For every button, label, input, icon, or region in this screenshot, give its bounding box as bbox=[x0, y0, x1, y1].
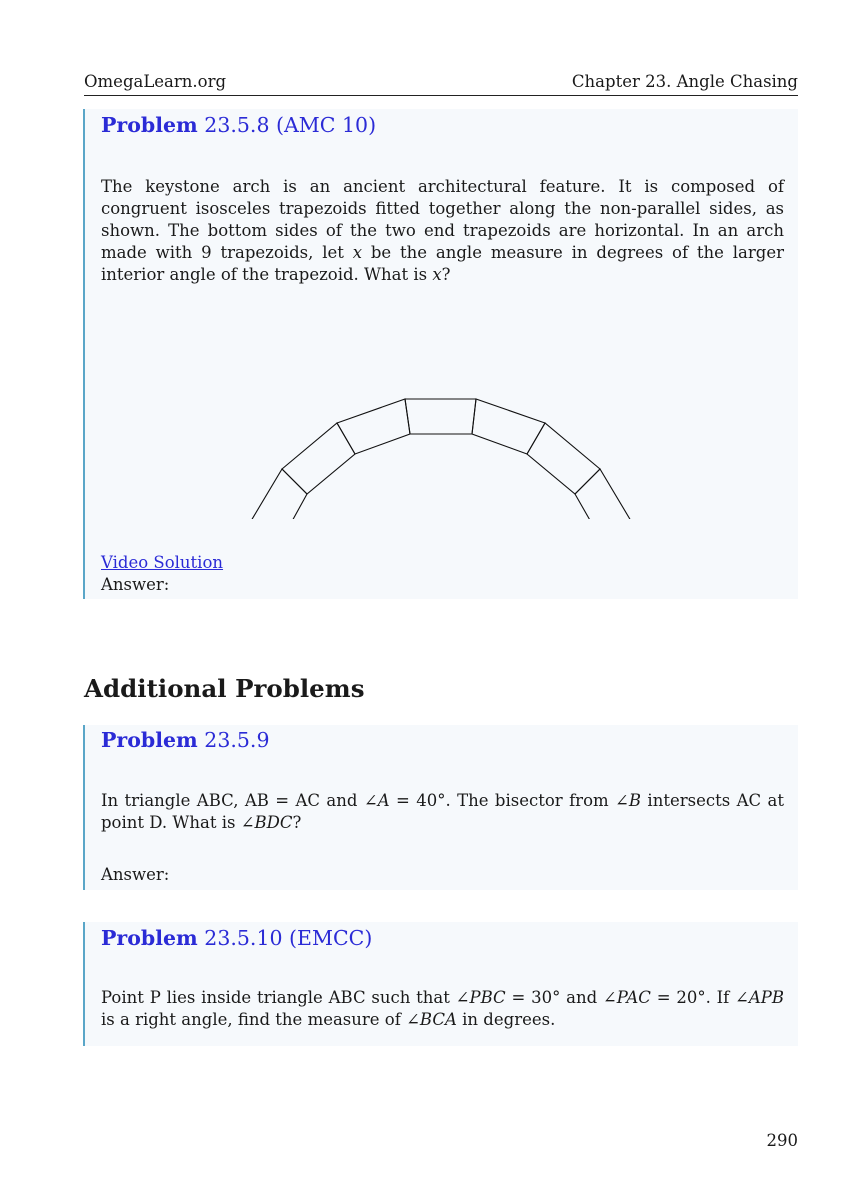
problem-box-23-5-8 bbox=[83, 109, 798, 599]
trapezoid-8 bbox=[575, 469, 637, 519]
page-number: 290 bbox=[766, 1131, 798, 1150]
problem-number: 23.5.8 (AMC 10) bbox=[204, 113, 377, 137]
trapezoid-7 bbox=[527, 423, 600, 494]
problem-number: 23.5.10 (EMCC) bbox=[204, 926, 373, 950]
problem-statement: Point P lies inside triangle ABC such that ∠PBC = 30° and ∠PAC = 20°. If ∠APB is a right angle, find the measure of ∠BCA in degrees. bbox=[101, 988, 785, 1029]
problem-box-23-5-10 bbox=[83, 922, 798, 1046]
problem-statement: In triangle ABC, AB = AC and ∠A = 40°. The bisector from ∠B intersects AC at point D. What is ∠BDC? bbox=[101, 791, 784, 832]
answer-label: Answer: bbox=[101, 575, 170, 594]
site-name: OmegaLearn.org bbox=[84, 72, 227, 91]
video-solution-link[interactable]: Video Solution bbox=[101, 553, 224, 572]
section-title: Additional Problems bbox=[84, 674, 365, 703]
page-header bbox=[84, 70, 798, 96]
problem-keyword: Problem bbox=[101, 728, 198, 752]
problem-keyword: Problem bbox=[101, 926, 198, 950]
problem-keyword: Problem bbox=[101, 113, 198, 137]
trapezoid-6 bbox=[472, 399, 545, 454]
trapezoid-5 bbox=[405, 399, 476, 434]
keystone-arch-diagram bbox=[85, 279, 800, 519]
trapezoid-3 bbox=[282, 423, 355, 494]
problem-number: 23.5.9 bbox=[204, 728, 270, 752]
trapezoid-2 bbox=[245, 469, 307, 519]
video-solution-link-row bbox=[101, 552, 784, 574]
problem-statement: The keystone arch is an ancient architectural feature. It is composed of congruent isosceles trapezoids fitted together along the non-parallel sides, as shown. The bottom sides of the two end trapezoids are horizontal. In an arch made with 9 trapezoids, let x be the angle measure in degrees of the larger interior angle of the trapezoid. What is x? bbox=[101, 177, 784, 284]
chapter-title: Chapter 23. Angle Chasing bbox=[571, 72, 798, 91]
problem-box-23-5-9 bbox=[83, 725, 798, 890]
trapezoid-4 bbox=[337, 399, 410, 454]
problem-title bbox=[101, 926, 372, 950]
problem-title bbox=[101, 113, 376, 137]
problem-title bbox=[101, 728, 270, 752]
answer-label: Answer: bbox=[101, 865, 170, 884]
